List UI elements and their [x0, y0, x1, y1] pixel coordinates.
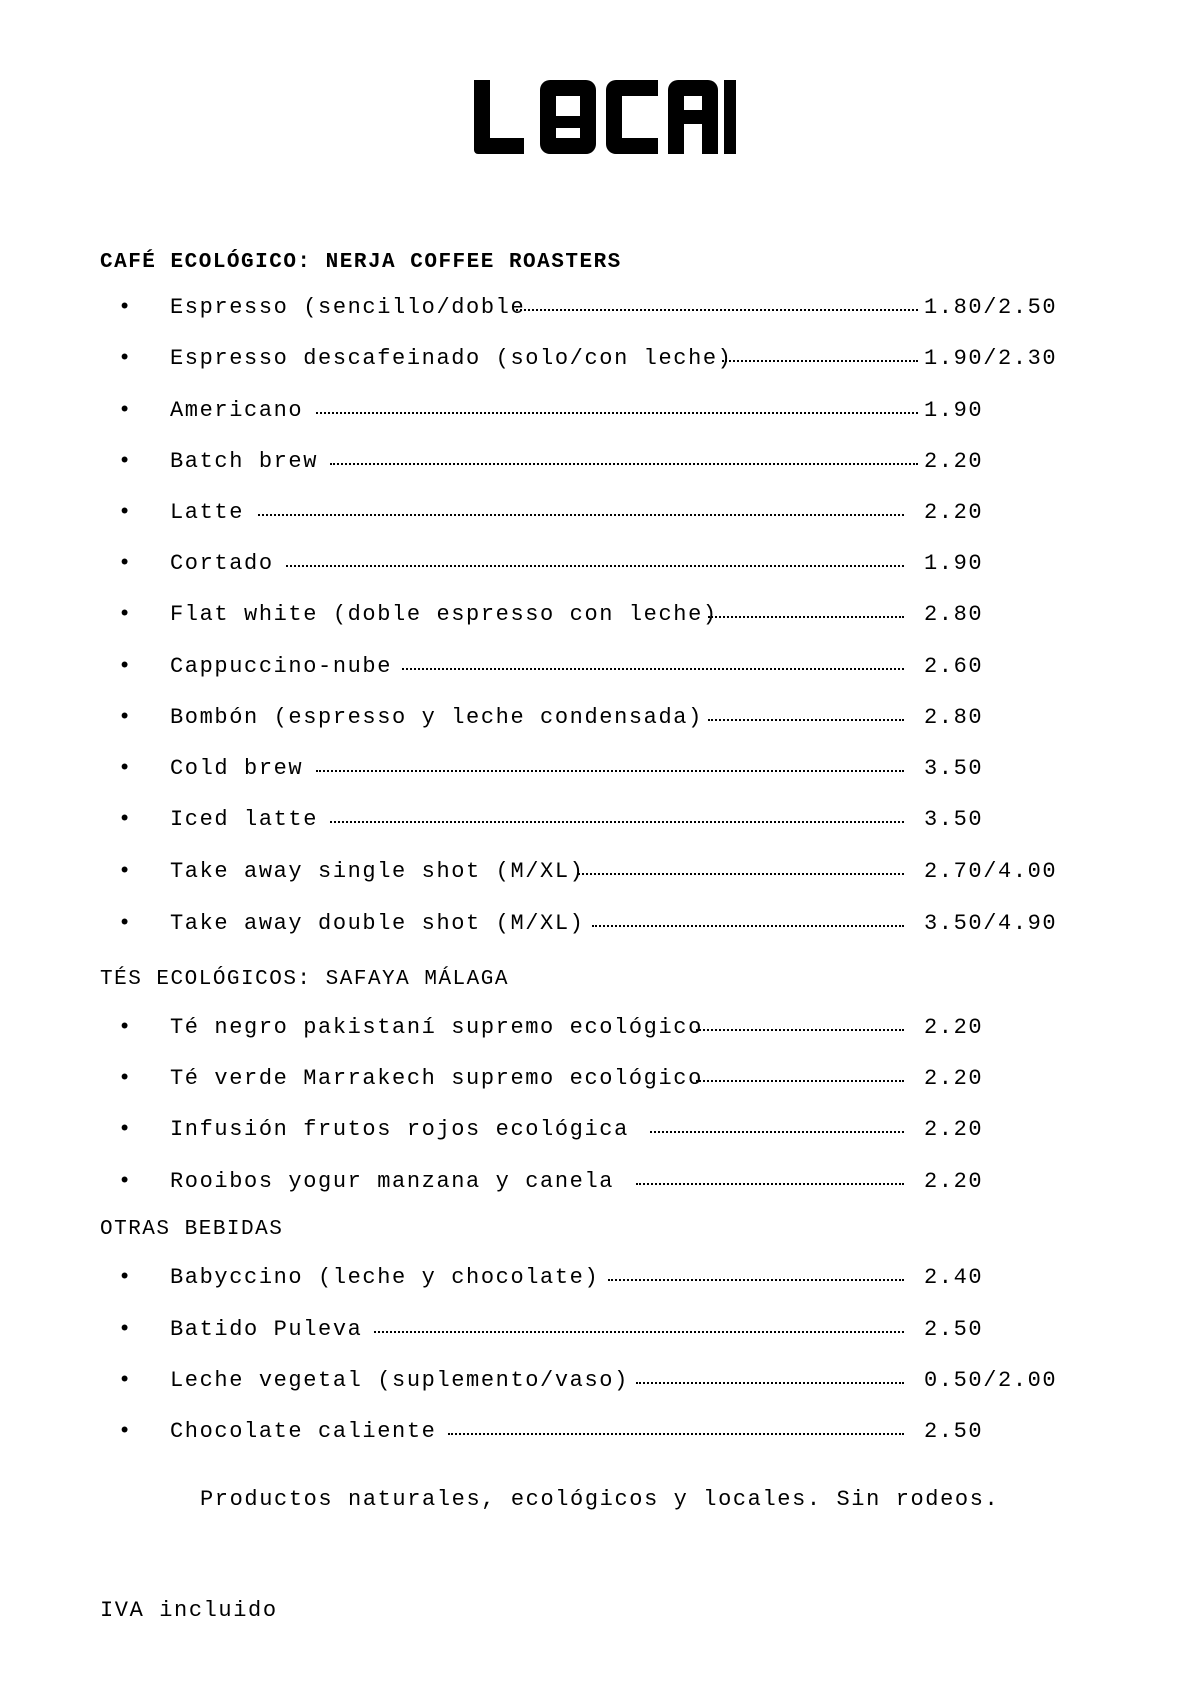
tax-note: IVA incluido — [100, 1598, 278, 1623]
item-name: Americano — [170, 398, 304, 423]
item-price: 2.20 — [924, 1066, 984, 1091]
item-price: 2.20 — [924, 449, 984, 474]
section-title-other-drinks: OTRAS BEBIDAS — [100, 1218, 284, 1241]
item-price: 2.80 — [924, 602, 984, 627]
item-name: Take away double shot (M/XL) — [170, 911, 585, 936]
item-name: Cappuccino-nube — [170, 654, 393, 679]
bullet-icon: • — [118, 911, 133, 936]
bullet-icon: • — [118, 756, 133, 781]
item-price: 1.80/2.50 — [924, 295, 1058, 320]
item-price: 2.40 — [924, 1265, 984, 1290]
dot-leader — [316, 770, 904, 772]
item-name: Batido Puleva — [170, 1317, 363, 1342]
dot-leader — [330, 821, 904, 823]
item-price: 3.50 — [924, 807, 984, 832]
item-price: 2.60 — [924, 654, 984, 679]
bullet-icon: • — [118, 295, 133, 320]
dot-leader — [578, 873, 904, 875]
dot-leader — [592, 925, 904, 927]
item-price: 1.90/2.30 — [924, 346, 1058, 371]
dot-leader — [374, 1331, 904, 1333]
item-price: 2.70/4.00 — [924, 859, 1058, 884]
item-price: 2.20 — [924, 500, 984, 525]
dot-leader — [330, 463, 918, 465]
item-name: Cold brew — [170, 756, 304, 781]
item-name: Rooibos yogur manzana y canela — [170, 1169, 615, 1194]
bullet-icon: • — [118, 1169, 133, 1194]
item-price: 2.80 — [924, 705, 984, 730]
bullet-icon: • — [118, 654, 133, 679]
bullet-icon: • — [118, 398, 133, 423]
item-price: 1.90 — [924, 398, 984, 423]
item-name: Bombón (espresso y leche condensada) — [170, 705, 703, 730]
bullet-icon: • — [118, 1066, 133, 1091]
dot-leader — [696, 1080, 904, 1082]
item-name: Leche vegetal (suplemento/vaso) — [170, 1368, 629, 1393]
item-price: 2.50 — [924, 1419, 984, 1444]
item-price: 1.90 — [924, 551, 984, 576]
item-name: Flat white (doble espresso con leche) — [170, 602, 718, 627]
bullet-icon: • — [118, 859, 133, 884]
dot-leader — [708, 616, 904, 618]
bullet-icon: • — [118, 500, 133, 525]
item-name: Té verde Marrakech supremo ecológico — [170, 1066, 703, 1091]
item-name: Cortado — [170, 551, 274, 576]
section-title-coffee: CAFÉ ECOLÓGICO: NERJA COFFEE ROASTERS — [100, 251, 622, 274]
item-name: Iced latte — [170, 807, 319, 832]
tagline: Productos naturales, ecológicos y locales. Sin rodeos. — [200, 1487, 1000, 1512]
brand-logo — [470, 78, 738, 160]
dot-leader — [608, 1279, 904, 1281]
dot-leader — [448, 1433, 904, 1435]
dot-leader — [516, 309, 918, 311]
bullet-icon: • — [118, 551, 133, 576]
item-price: 2.20 — [924, 1169, 984, 1194]
item-name: Take away single shot (M/XL) — [170, 859, 585, 884]
item-name: Espresso (sencillo/doble — [170, 295, 526, 320]
item-name: Espresso descafeinado (solo/con leche) — [170, 346, 733, 371]
dot-leader — [402, 668, 904, 670]
bullet-icon: • — [118, 1419, 133, 1444]
item-name: Té negro pakistaní supremo ecológico — [170, 1015, 703, 1040]
dot-leader — [650, 1131, 904, 1133]
dot-leader — [696, 1029, 904, 1031]
section-title-teas: TÉS ECOLÓGICOS: SAFAYA MÁLAGA — [100, 968, 509, 991]
item-price: 2.50 — [924, 1317, 984, 1342]
dot-leader — [286, 565, 904, 567]
item-name: Batch brew — [170, 449, 319, 474]
bullet-icon: • — [118, 1317, 133, 1342]
bullet-icon: • — [118, 1265, 133, 1290]
bullet-icon: • — [118, 449, 133, 474]
bullet-icon: • — [118, 807, 133, 832]
dot-leader — [722, 360, 918, 362]
dot-leader — [316, 412, 918, 414]
item-price: 0.50/2.00 — [924, 1368, 1058, 1393]
dot-leader — [636, 1183, 904, 1185]
bullet-icon: • — [118, 1368, 133, 1393]
item-name: Latte — [170, 500, 245, 525]
item-price: 3.50/4.90 — [924, 911, 1058, 936]
bullet-icon: • — [118, 705, 133, 730]
bullet-icon: • — [118, 1015, 133, 1040]
dot-leader — [258, 514, 904, 516]
bullet-icon: • — [118, 602, 133, 627]
item-price: 2.20 — [924, 1117, 984, 1142]
item-name: Infusión frutos rojos ecológica — [170, 1117, 629, 1142]
bullet-icon: • — [118, 1117, 133, 1142]
item-name: Chocolate caliente — [170, 1419, 437, 1444]
item-price: 3.50 — [924, 756, 984, 781]
dot-leader — [636, 1382, 904, 1384]
dot-leader — [708, 719, 904, 721]
item-price: 2.20 — [924, 1015, 984, 1040]
bullet-icon: • — [118, 346, 133, 371]
item-name: Babyccino (leche y chocolate) — [170, 1265, 600, 1290]
